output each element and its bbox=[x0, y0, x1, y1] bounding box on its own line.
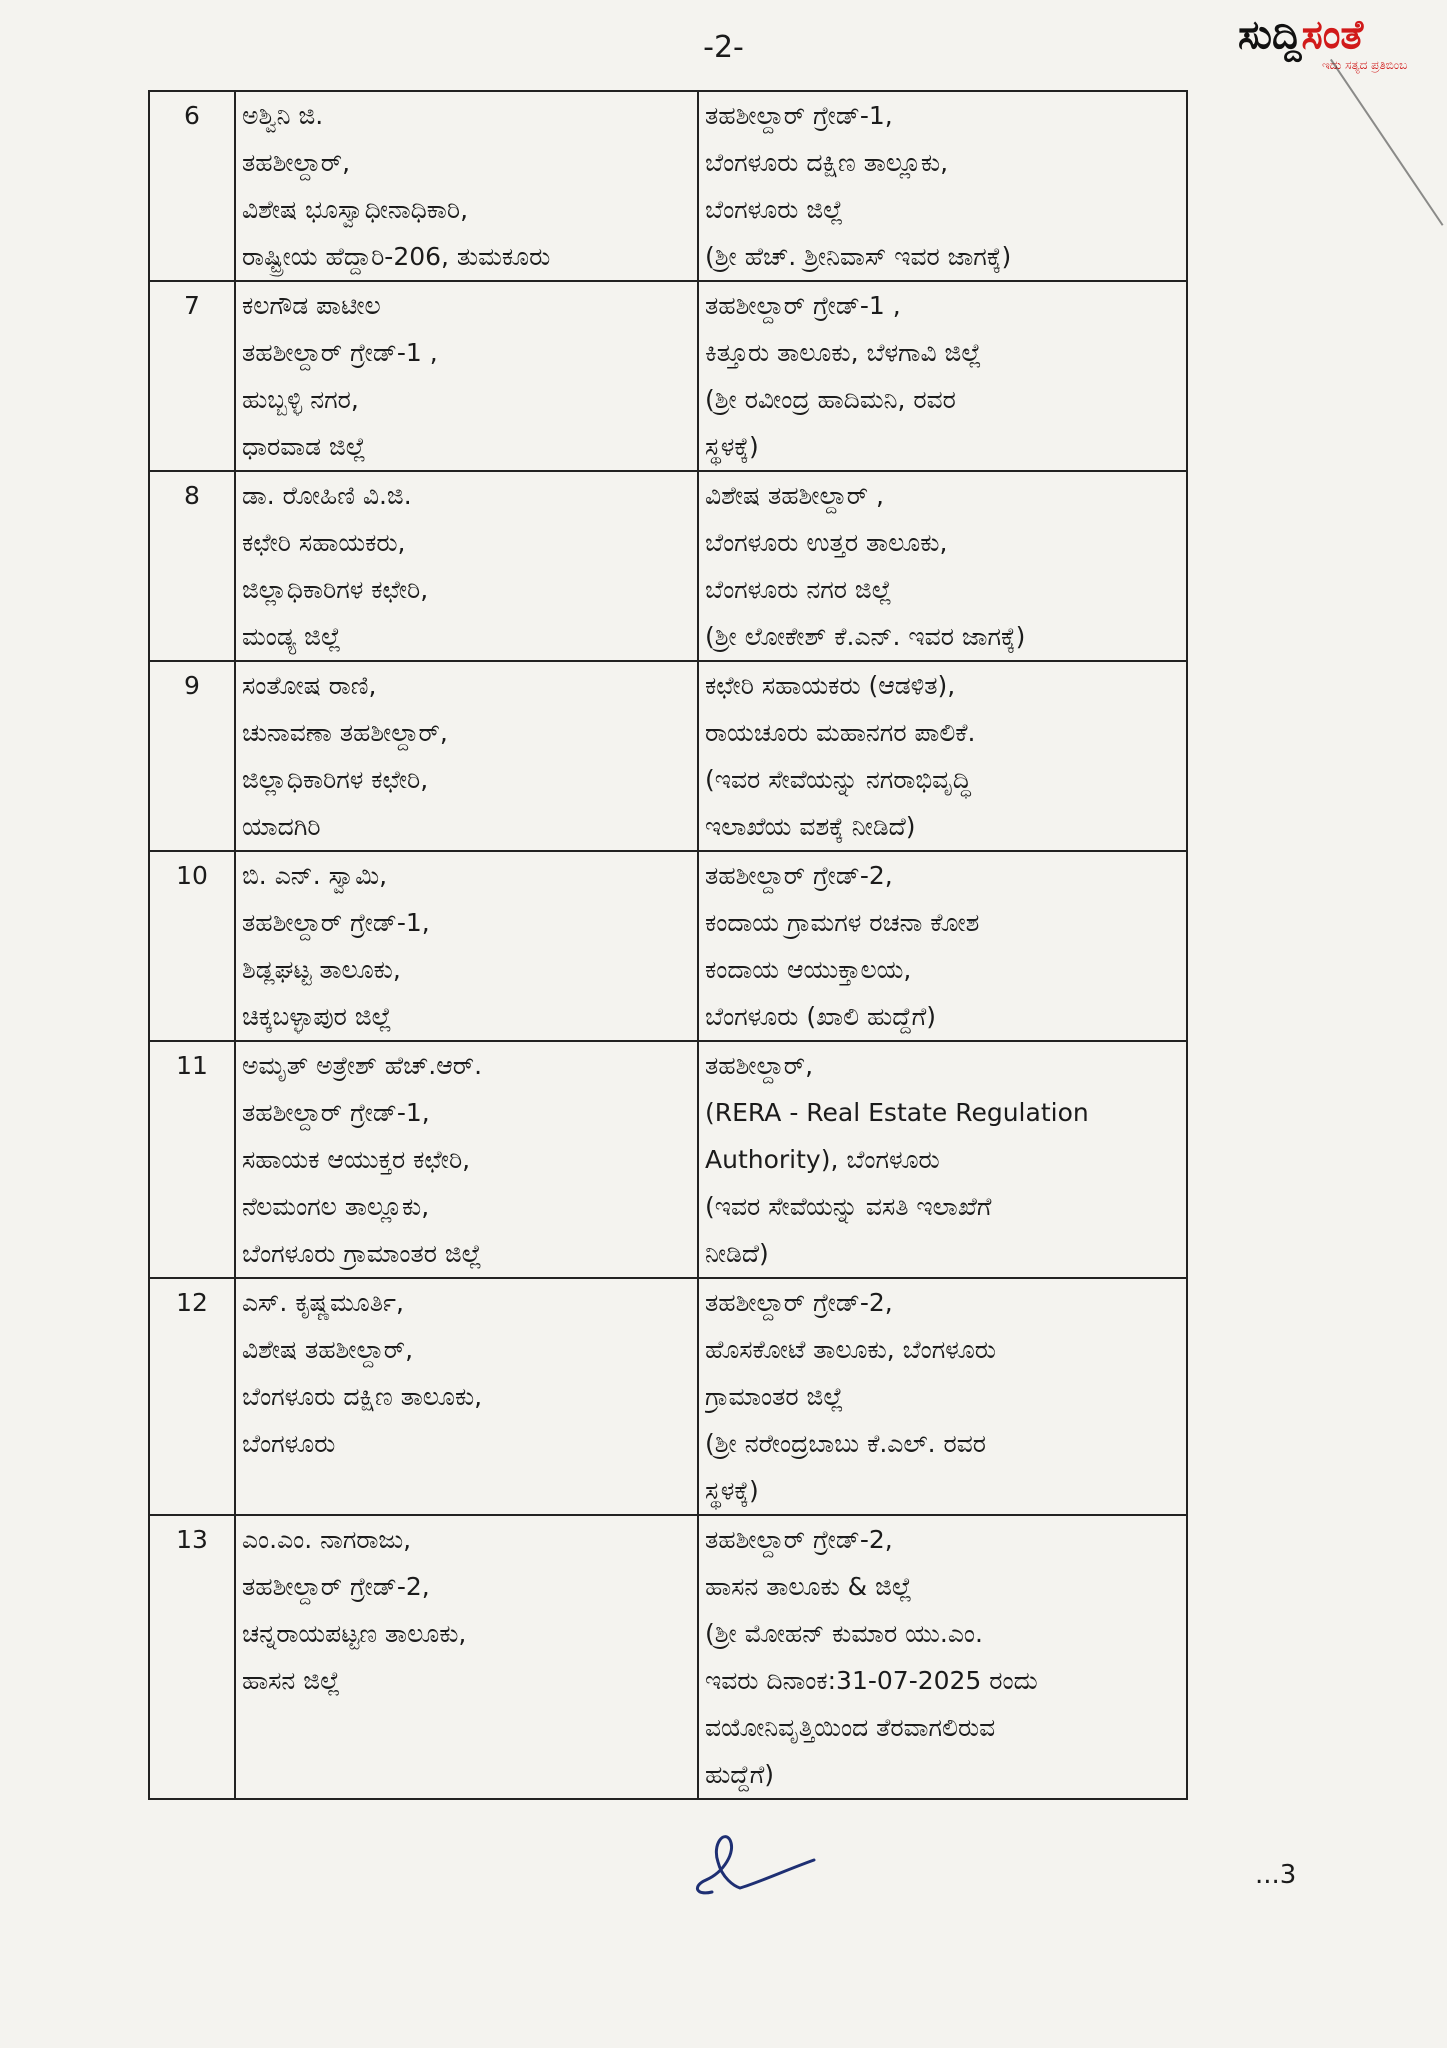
current-posting-line: ತಹಶೀಲ್ದಾರ್, bbox=[242, 148, 351, 177]
new-posting-line: ತಹಶೀಲ್ದಾರ್ ಗ್ರೇಡ್-2, bbox=[705, 1525, 893, 1554]
new-posting-cell bbox=[698, 281, 1187, 471]
serial-number: 13 bbox=[149, 1515, 235, 1799]
table-row bbox=[149, 1515, 1187, 1799]
current-posting-line: ಶಿಡ್ಲಘಟ್ಟ ತಾಲೂಕು, bbox=[242, 955, 401, 984]
serial-number: 9 bbox=[149, 661, 235, 851]
new-posting-line: ಬೆಂಗಳೂರು ದಕ್ಷಿಣ ತಾಲ್ಲೂಕು, bbox=[705, 148, 949, 177]
new-posting-line: ಹುದ್ದೆಗೆ) bbox=[705, 1760, 774, 1789]
current-posting-line: ಬೆಂಗಳೂರು ದಕ್ಷಿಣ ತಾಲೂಕು, bbox=[242, 1382, 483, 1411]
new-posting-line: ಹಾಸನ ತಾಲೂಕು & ಜಿಲ್ಲೆ bbox=[705, 1572, 913, 1601]
table-row bbox=[149, 661, 1187, 851]
current-posting-cell bbox=[235, 1041, 698, 1278]
current-posting-cell bbox=[235, 1515, 698, 1799]
current-posting-line: ತಹಶೀಲ್ದಾರ್ ಗ್ರೇಡ್-1, bbox=[242, 1098, 430, 1127]
current-posting-line: ವಿಶೇಷ ಭೂಸ್ವಾಧೀನಾಧಿಕಾರಿ, bbox=[242, 195, 469, 224]
new-posting-line: ಇಲಾಖೆಯ ವಶಕ್ಕೆ ನೀಡಿದೆ) bbox=[705, 812, 916, 841]
new-posting-line: ಸ್ಥಳಕ್ಕೆ) bbox=[705, 1476, 759, 1505]
table-row bbox=[149, 91, 1187, 281]
serial-number: 11 bbox=[149, 1041, 235, 1278]
new-posting-line: ಬೆಂಗಳೂರು ಉತ್ತರ ತಾಲೂಕು, bbox=[705, 528, 948, 557]
current-posting-line: ಎಸ್. ಕೃಷ್ಣಮೂರ್ತಿ, bbox=[242, 1288, 404, 1317]
current-posting-line: ಚಿಕ್ಕಬಳ್ಳಾಪುರ ಜಿಲ್ಲೆ bbox=[242, 1002, 392, 1031]
new-posting-cell bbox=[698, 471, 1187, 661]
table-row bbox=[149, 471, 1187, 661]
transfer-table-body bbox=[149, 91, 1187, 1799]
current-posting-line: ಬೆಂಗಳೂರು bbox=[242, 1429, 336, 1458]
current-posting-cell bbox=[235, 91, 698, 281]
new-posting-line: ತಹಶೀಲ್ದಾರ್ ಗ್ರೇಡ್-2, bbox=[705, 1288, 893, 1317]
table-row bbox=[149, 1278, 1187, 1515]
current-posting-line: ಮಂಡ್ಯ ಜಿಲ್ಲೆ bbox=[242, 622, 342, 651]
current-posting-line: ಬಿ. ಎನ್. ಸ್ವಾಮಿ, bbox=[242, 861, 388, 890]
new-posting-line: ಕಂದಾಯ ಗ್ರಾಮಗಳ ರಚನಾ ಕೋಶ bbox=[705, 908, 980, 937]
new-posting-line: ಬೆಂಗಳೂರು ನಗರ ಜಿಲ್ಲೆ bbox=[705, 575, 892, 604]
logo-wordmark bbox=[1238, 12, 1438, 58]
current-posting-line: ತಹಶೀಲ್ದಾರ್ ಗ್ರೇಡ್-2, bbox=[242, 1572, 430, 1601]
serial-number: 6 bbox=[149, 91, 235, 281]
new-posting-line: (ಇವರ ಸೇವೆಯನ್ನು ವಸತಿ ಇಲಾಖೆಗೆ bbox=[705, 1192, 992, 1221]
current-posting-line: ರಾಷ್ಟ್ರೀಯ ಹೆದ್ದಾರಿ-206, ತುಮಕೂರು bbox=[242, 242, 551, 271]
new-posting-line: ತಹಶೀಲ್ದಾರ್ ಗ್ರೇಡ್-1 , bbox=[705, 291, 901, 320]
serial-number: 12 bbox=[149, 1278, 235, 1515]
new-posting-line: ತಹಶೀಲ್ದಾರ್ ಗ್ರೇಡ್-2, bbox=[705, 861, 893, 890]
current-posting-line: ನೆಲಮಂಗಲ ತಾಲ್ಲೂಕು, bbox=[242, 1192, 430, 1221]
current-posting-line: ಅಶ್ವಿನಿ ಜಿ. bbox=[242, 101, 324, 130]
serial-number: 10 bbox=[149, 851, 235, 1041]
current-posting-line: ಜಿಲ್ಲಾಧಿಕಾರಿಗಳ ಕಛೇರಿ, bbox=[242, 575, 429, 604]
new-posting-line: (ಇವರ ಸೇವೆಯನ್ನು ನಗರಾಭಿವೃದ್ಧಿ bbox=[705, 765, 971, 794]
logo-tagline: ಇದು ಸತ್ಯದ ಪ್ರತಿಬಿಂಬ bbox=[1322, 58, 1408, 72]
new-posting-line: Authority), ಬೆಂಗಳೂರು bbox=[705, 1145, 940, 1174]
new-posting-cell bbox=[698, 91, 1187, 281]
new-posting-line: ಹೊಸಕೋಟೆ ತಾಲೂಕು, ಬೆಂಗಳೂರು bbox=[705, 1335, 996, 1364]
new-posting-line: ಬೆಂಗಳೂರು (ಖಾಲಿ ಹುದ್ದೆಗೆ) bbox=[705, 1002, 936, 1031]
current-posting-line: ಎಂ.ಎಂ. ನಾಗರಾಜು, bbox=[242, 1525, 412, 1554]
serial-number: 8 bbox=[149, 471, 235, 661]
scan-artifact-line bbox=[1330, 59, 1443, 226]
new-posting-line: ತಹಶೀಲ್ದಾರ್ ಗ್ರೇಡ್-1, bbox=[705, 101, 893, 130]
current-posting-line: ಜಿಲ್ಲಾಧಿಕಾರಿಗಳ ಕಛೇರಿ, bbox=[242, 765, 429, 794]
current-posting-line: ಡಾ. ರೋಹಿಣಿ ವಿ.ಜಿ. bbox=[242, 481, 412, 510]
new-posting-line: (ಶ್ರೀ ಲೋಕೇಶ್ ಕೆ.ಎನ್. ಇವರ ಜಾಗಕ್ಕೆ) bbox=[705, 622, 1026, 651]
new-posting-line: (ಶ್ರೀ ಹೆಚ್. ಶ್ರೀನಿವಾಸ್ ಇವರ ಜಾಗಕ್ಕೆ) bbox=[705, 242, 1012, 271]
new-posting-line: ನೀಡಿದೆ) bbox=[705, 1239, 769, 1268]
current-posting-cell bbox=[235, 851, 698, 1041]
current-posting-line: ಬೆಂಗಳೂರು ಗ್ರಾಮಾಂತರ ಜಿಲ್ಲೆ bbox=[242, 1239, 482, 1268]
new-posting-cell bbox=[698, 1041, 1187, 1278]
current-posting-line: ಧಾರವಾಡ ಜಿಲ್ಲೆ bbox=[242, 432, 366, 461]
current-posting-cell bbox=[235, 661, 698, 851]
new-posting-line: (ಶ್ರೀ ರವೀಂದ್ರ ಹಾದಿಮನಿ, ರವರ bbox=[705, 385, 956, 414]
new-posting-line: (ಶ್ರೀ ನರೇಂದ್ರಬಾಬು ಕೆ.ಎಲ್. ರವರ bbox=[705, 1429, 987, 1458]
new-posting-line: ಗ್ರಾಮಾಂತರ ಜಿಲ್ಲೆ bbox=[705, 1382, 844, 1411]
new-posting-line: (RERA - Real Estate Regulation bbox=[705, 1098, 1089, 1127]
table-row bbox=[149, 851, 1187, 1041]
new-posting-line: ಸ್ಥಳಕ್ಕೆ) bbox=[705, 432, 759, 461]
new-posting-line: ವಿಶೇಷ ತಹಶೀಲ್ದಾರ್ , bbox=[705, 481, 884, 510]
current-posting-cell bbox=[235, 471, 698, 661]
current-posting-line: ಸಹಾಯಕ ಆಯುಕ್ತರ ಕಛೇರಿ, bbox=[242, 1145, 471, 1174]
new-posting-line: ಇವರು ದಿನಾಂಕ:31-07-2025 ರಂದು bbox=[705, 1666, 1038, 1695]
table-row bbox=[149, 281, 1187, 471]
new-posting-cell bbox=[698, 1515, 1187, 1799]
current-posting-line: ಹುಬ್ಬಳ್ಳಿ ನಗರ, bbox=[242, 385, 359, 414]
logo-name-part1: ಸುದ್ದಿ bbox=[1238, 12, 1302, 58]
current-posting-line: ವಿಶೇಷ ತಹಶೀಲ್ದಾರ್, bbox=[242, 1335, 414, 1364]
signature bbox=[690, 1830, 820, 1910]
new-posting-cell bbox=[698, 1278, 1187, 1515]
new-posting-line: ಕಿತ್ತೂರು ತಾಲೂಕು, ಬೆಳಗಾವಿ ಜಿಲ್ಲೆ bbox=[705, 338, 982, 367]
current-posting-cell bbox=[235, 1278, 698, 1515]
new-posting-line: ತಹಶೀಲ್ದಾರ್, bbox=[705, 1051, 814, 1080]
current-posting-line: ಚುನಾವಣಾ ತಹಶೀಲ್ದಾರ್, bbox=[242, 718, 448, 747]
current-posting-line: ಯಾದಗಿರಿ bbox=[242, 812, 321, 841]
new-posting-line: (ಶ್ರೀ ಮೋಹನ್ ಕುಮಾರ ಯು.ಎಂ. bbox=[705, 1619, 983, 1648]
current-posting-line: ಹಾಸನ ಜಿಲ್ಲೆ bbox=[242, 1666, 341, 1695]
transfer-table bbox=[148, 90, 1188, 1800]
continued-marker: ...3 bbox=[1255, 1860, 1297, 1890]
current-posting-cell bbox=[235, 281, 698, 471]
current-posting-line: ತಹಶೀಲ್ದಾರ್ ಗ್ರೇಡ್-1, bbox=[242, 908, 430, 937]
current-posting-line: ಕಛೇರಿ ಸಹಾಯಕರು, bbox=[242, 528, 406, 557]
new-posting-line: ರಾಯಚೂರು ಮಹಾನಗರ ಪಾಲಿಕೆ. bbox=[705, 718, 976, 747]
new-posting-cell bbox=[698, 661, 1187, 851]
page-number: -2- bbox=[703, 30, 744, 65]
current-posting-line: ಸಂತೋಷ ರಾಣಿ, bbox=[242, 671, 377, 700]
table-row bbox=[149, 1041, 1187, 1278]
serial-number: 7 bbox=[149, 281, 235, 471]
new-posting-line: ಕಛೇರಿ ಸಹಾಯಕರು (ಆಡಳಿತ), bbox=[705, 671, 956, 700]
current-posting-line: ಕಲಗೌಡ ಪಾಟೀಲ bbox=[242, 291, 381, 320]
new-posting-cell bbox=[698, 851, 1187, 1041]
logo-name-part2: ಸಂತೆ bbox=[1301, 12, 1364, 58]
new-posting-line: ವಯೋನಿವೃತ್ತಿಯಿಂದ ತೆರವಾಗಲಿರುವ bbox=[705, 1713, 996, 1742]
current-posting-line: ತಹಶೀಲ್ದಾರ್ ಗ್ರೇಡ್-1 , bbox=[242, 338, 438, 367]
current-posting-line: ಅಮೃತ್ ಅತ್ರೇಶ್ ಹೆಚ್.ಆರ್. bbox=[242, 1051, 483, 1080]
new-posting-line: ಕಂದಾಯ ಆಯುಕ್ತಾಲಯ, bbox=[705, 955, 912, 984]
new-posting-line: ಬೆಂಗಳೂರು ಜಿಲ್ಲೆ bbox=[705, 195, 844, 224]
current-posting-line: ಚನ್ನರಾಯಪಟ್ಟಣ ತಾಲೂಕು, bbox=[242, 1619, 467, 1648]
